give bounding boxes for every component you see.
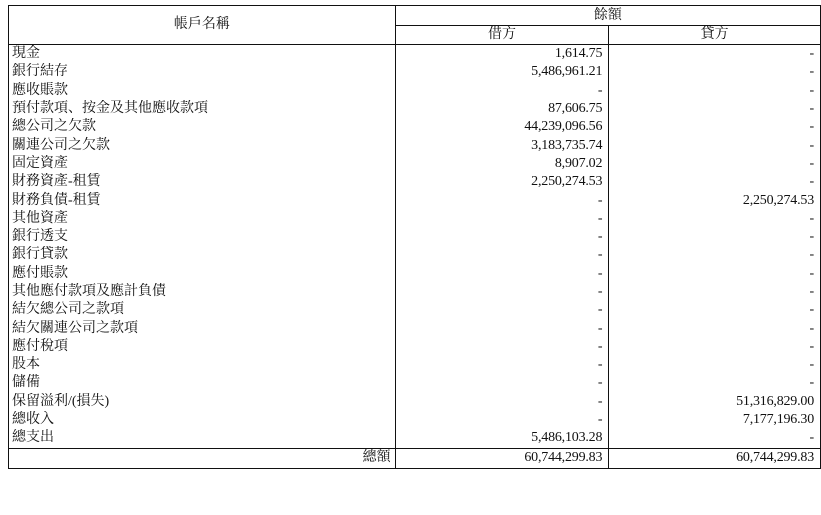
account-name: 股本 [12,357,40,373]
credit-value: - [609,155,821,173]
debit-value: - [395,246,609,264]
total-debit: 60,744,299.83 [395,448,609,468]
account-name: 總支出 [12,430,54,446]
account-row [9,228,821,246]
account-row [9,191,821,209]
account-name: 其他資產 [12,210,68,226]
account-name: 銀行透支 [12,229,68,245]
account-name: 銀行貸款 [12,247,68,263]
credit-value: - [609,136,821,154]
debit-value: - [395,210,609,228]
credit-value: - [609,210,821,228]
account-row [9,210,821,228]
credit-value: - [609,265,821,283]
account-name: 儲備 [12,375,40,391]
account-row [9,173,821,191]
account-name: 預付款項、按金及其他應收款項 [12,101,208,117]
debit-value: - [395,411,609,429]
account-row [9,155,821,173]
debit-value: 5,486,961.21 [395,63,609,81]
credit-value: 51,316,829.00 [609,393,821,411]
debit-value: - [395,356,609,374]
account-name: 保留溢利/(損失) [12,393,110,409]
account-row [9,393,821,411]
credit-value: - [609,374,821,392]
credit-value: - [609,283,821,301]
account-row [9,301,821,319]
debit-value: - [395,82,609,100]
debit-value: - [395,283,609,301]
credit-header: 貸方 [609,26,821,45]
account-name: 固定資產 [12,155,68,171]
account-row [9,319,821,337]
account-row [9,374,821,392]
credit-value: - [609,338,821,356]
account-row [9,265,821,283]
account-name: 財務負債-租賃 [12,192,101,208]
debit-value: 2,250,274.53 [395,173,609,191]
credit-value: - [609,228,821,246]
debit-value: - [395,393,609,411]
account-name: 銀行結存 [12,64,68,80]
credit-value: - [609,63,821,81]
credit-value: - [609,45,821,64]
credit-value: - [609,246,821,264]
account-name: 應收賬款 [12,82,68,98]
credit-value: - [609,82,821,100]
account-name: 應付稅項 [12,338,68,354]
account-row [9,136,821,154]
debit-value: 8,907.02 [395,155,609,173]
trial-balance-table [8,5,821,469]
credit-value: - [609,173,821,191]
credit-value: - [609,319,821,337]
account-row [9,63,821,81]
debit-value: - [395,228,609,246]
debit-value: 3,183,735.74 [395,136,609,154]
account-row [9,356,821,374]
account-name: 其他應付款項及應計負債 [12,284,166,299]
credit-value: 2,250,274.53 [609,191,821,209]
account-row [9,45,821,64]
account-row [9,100,821,118]
account-name: 應付賬款 [12,265,68,281]
account-name: 現金 [12,46,40,62]
account-name: 關連公司之欠款 [12,137,110,153]
header-row [9,6,821,26]
account-name: 財務資產-租賃 [12,174,101,190]
credit-value: - [609,100,821,118]
account-name-header: 帳戶名稱 [9,6,396,45]
account-name: 總收入 [12,412,54,428]
debit-header: 借方 [395,26,609,45]
account-row [9,429,821,448]
debit-value: - [395,265,609,283]
debit-value: 44,239,096.56 [395,118,609,136]
total-credit: 60,744,299.83 [609,448,821,468]
account-row [9,283,821,301]
debit-value: - [395,338,609,356]
credit-value: - [609,118,821,136]
total-row [9,448,821,468]
balance-header: 餘額 [395,6,820,26]
total-label: 總額 [9,448,396,468]
trial-balance-sheet [8,5,821,469]
debit-value: 5,486,103.28 [395,429,609,448]
account-row [9,411,821,429]
debit-value: - [395,374,609,392]
account-name: 總公司之欠款 [12,119,96,135]
account-row [9,246,821,264]
debit-value: - [395,319,609,337]
credit-value: - [609,356,821,374]
debit-value: 1,614.75 [395,45,609,64]
account-name: 結欠關連公司之款項 [12,320,138,336]
credit-value: - [609,301,821,319]
account-row [9,118,821,136]
debit-value: - [395,191,609,209]
debit-value: 87,606.75 [395,100,609,118]
credit-value: - [609,429,821,448]
debit-value: - [395,301,609,319]
credit-value: 7,177,196.30 [609,411,821,429]
account-row [9,82,821,100]
account-row [9,338,821,356]
account-name: 結欠總公司之款項 [12,302,124,318]
